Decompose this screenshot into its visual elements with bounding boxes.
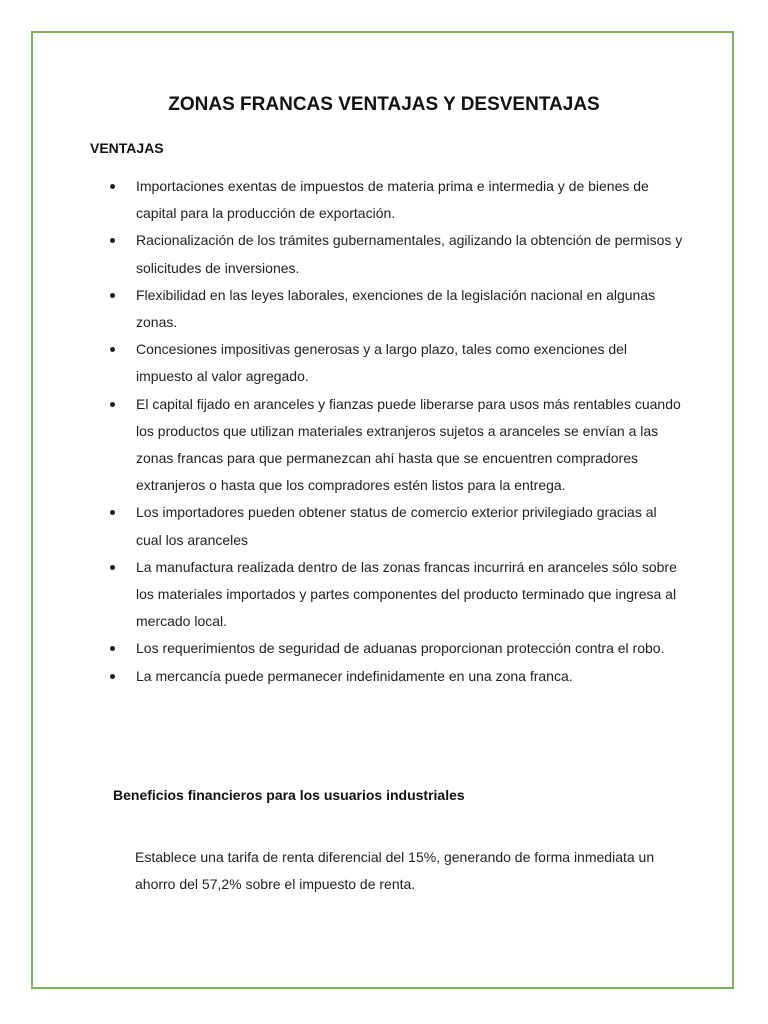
list-item: [105, 227, 685, 281]
list-item-text: Los importadores pueden obtener status de comercio exterior privilegiado gracias al cual los aranceles: [136, 504, 657, 548]
advantages-list: [105, 173, 685, 690]
list-item: [105, 663, 685, 690]
list-item-text: Importaciones exentas de impuestos de materia prima e intermedia y de bienes de capital para la producción de exportación.: [136, 178, 649, 222]
list-item: [105, 173, 685, 227]
list-item-text: Los requerimientos de seguridad de aduanas proporcionan protección contra el robo.: [136, 640, 665, 657]
list-item: [105, 635, 685, 662]
bullet-icon: [110, 347, 115, 352]
section-heading-ventajas: VENTAJAS: [90, 140, 164, 156]
list-item: [105, 391, 685, 500]
benefits-paragraph: Establece una tarifa de renta diferencial del 15%, generando de forma inmediata un ahorro del 57,2% sobre el impuesto de renta.: [135, 849, 655, 893]
list-item-text: Concesiones impositivas generosas y a largo plazo, tales como exenciones del impuesto al valor agregado.: [136, 341, 628, 385]
bullet-icon: [110, 674, 115, 679]
list-item: [105, 282, 685, 336]
list-item: [105, 554, 685, 636]
bullet-icon: [110, 646, 115, 651]
list-item-text: Flexibilidad en las leyes laborales, exenciones de la legislación nacional en algunas zonas.: [136, 286, 656, 331]
list-item-text: La manufactura realizada dentro de las zonas francas incurrirá en aranceles sólo sobre los materiales importados y partes componentes del producto terminado que ingresa al mercado local.: [136, 558, 677, 630]
list-item: [105, 499, 685, 553]
bullet-icon: [110, 565, 115, 570]
list-item: [105, 336, 685, 390]
bullet-icon: [110, 402, 115, 407]
bullet-icon: [110, 184, 115, 189]
list-item-text: La mercancía puede permanecer indefinidamente en una zona franca.: [136, 667, 573, 684]
list-item-text: Racionalización de los trámites gubernamentales, agilizando la obtención de permisos y solicitudes de inversiones.: [136, 232, 683, 276]
document-title: ZONAS FRANCAS VENTAJAS Y DESVENTAJAS: [168, 94, 600, 115]
list-item-text: El capital fijado en aranceles y fianzas puede liberarse para usos más rentables cuando los productos que utilizan materiales extranjeros sujetos a aranceles se envían a las zonas francas para que permanezcan ahí hasta que se encuentren compradores extranjeros o hasta que los compradores estén listos para la entrega.: [136, 395, 681, 494]
benefits-heading: Beneficios financieros para los usuarios industriales: [113, 787, 465, 803]
bullet-icon: [110, 293, 115, 298]
bullet-icon: [110, 238, 115, 243]
bullet-icon: [110, 510, 115, 515]
